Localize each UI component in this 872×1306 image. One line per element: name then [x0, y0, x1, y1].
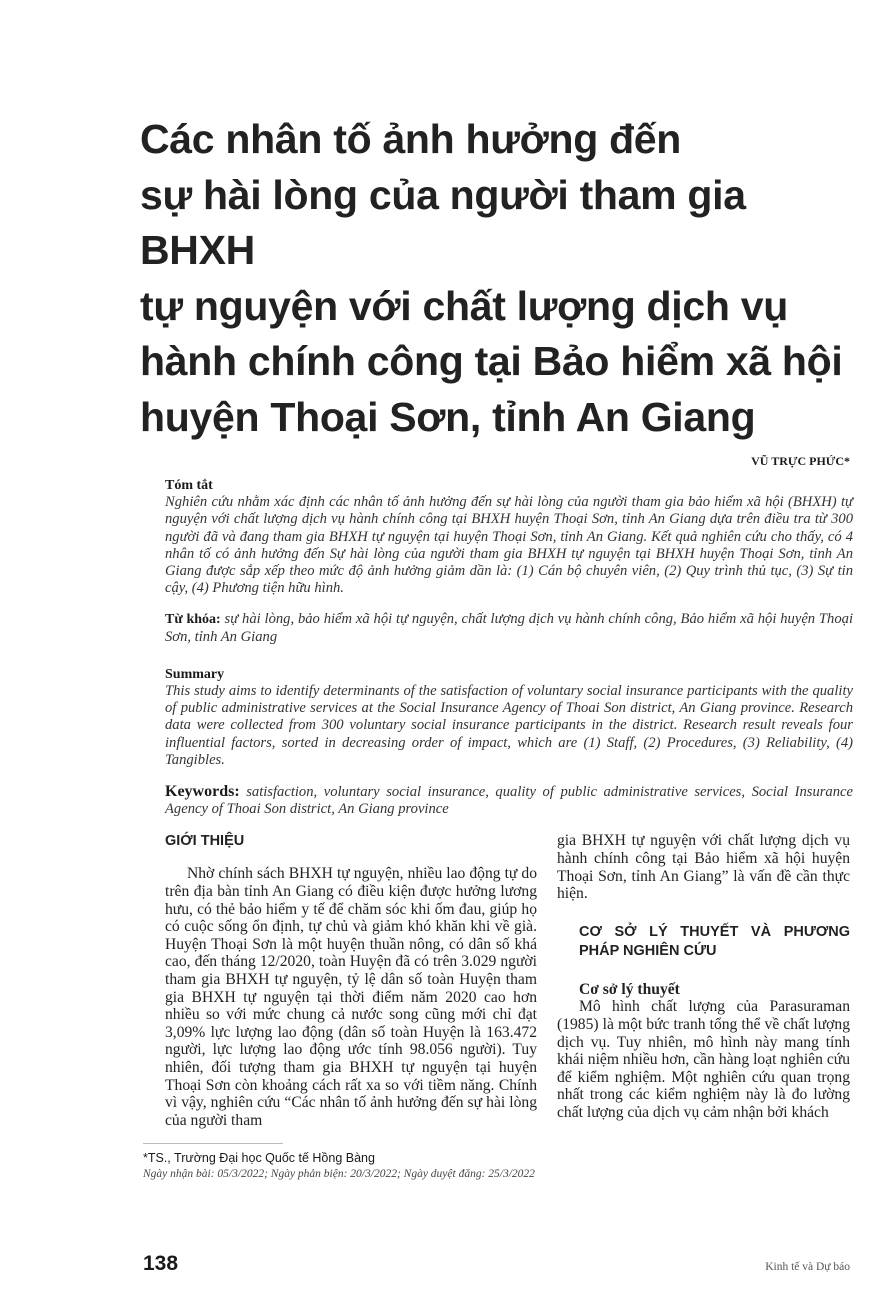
- abstract-vi-text: Nghiên cứu nhằm xác định các nhân tố ảnh hưởng đến sự hài lòng của người tham gia bảo hiểm xã hội (BHXH) tự nguyện với chất lượng dịch vụ hành chính công tại BHXH huyện Thoại Sơn, tỉnh An Giang dựa trên điều tra từ 300 người đã và đang tham gia BHXH tự nguyện tại huyện Thoại Sơn, tỉnh An Giang. Kết quả nghiên cứu cho thấy, có 4 nhân tố có ảnh hưởng đến Sự hài lòng của người tham gia BHXH tự nguyện tại BHXH huyện Thoại Sơn, tỉnh An Giang được sắp xếp theo mức độ ảnh hưởng giảm dần là: (1) Cán bộ chuyên viên, (2) Quy trình thủ tục, (3) Sự tin cậy, (4) Phương tiện hữu hình.: [165, 494, 853, 597]
- title-line: Các nhân tố ảnh hưởng đến: [140, 116, 682, 162]
- submission-dates: Ngày nhận bài: 05/3/2022; Ngày phản biện: 20/3/2022; Ngày duyệt đăng: 25/3/2022: [143, 1168, 535, 1181]
- footnote-block: [143, 1143, 850, 1182]
- keywords-en-text: satisfaction, voluntary social insurance, quality of public administrative services, Social Insurance Agency of Thoai Son district, An Giang province: [165, 784, 853, 818]
- title-line: sự hài lòng của người tham gia BHXH: [140, 171, 746, 273]
- intro-paragraph-continued: gia BHXH tự nguyện với chất lượng dịch vụ hành chính công tại Bảo hiểm xã hội huyện Thoại Sơn, tỉnh An Giang” là vấn đề cần thực hiện.: [557, 832, 850, 903]
- article-title: [140, 112, 860, 445]
- left-column: [165, 832, 537, 1129]
- right-column: [557, 832, 850, 1129]
- footnote-divider: [143, 1143, 283, 1144]
- footnote: *TS., Trường Đại học Quốc tế Hồng Bàng: [143, 1151, 375, 1166]
- abstract-en-text: This study aims to identify determinants of the satisfaction of voluntary social insurance participants with the quality of public administrative services at the Social Insurance Agency of Thoai Son district, An Giang province. Research data were collected from 300 voluntary social insurance participants in the district. Research result reveals four influential factors, sorted in decreasing order of impact, which are (1) Staff, (2) Procedures, (3) Reliability, (4) Tangibles.: [165, 683, 853, 768]
- title-line: tự nguyện với chất lượng dịch vụ: [140, 282, 788, 329]
- section-heading-intro: GIỚI THIỆU: [165, 833, 245, 850]
- abstract-en-heading: Summary: [165, 666, 225, 682]
- theory-paragraph: Mô hình chất lượng của Parasuraman (1985) là một bức tranh tổng thể về chất lượng dịch vụ. Tuy nhiên, mô hình này mang tính khái niệm nhiều hơn, cần hàng loạt nghiên cứu để kiểm nghiệm. Một nghiên cứu quan trọng nhất trong các kiểm nghiệm này là đo lường chất lượng của dịch vụ cảm nhận bởi khách: [557, 998, 850, 1121]
- title-line: hành chính công tại Bảo hiểm xã hội: [140, 338, 843, 384]
- keywords-vi-label: Từ khóa:: [165, 612, 221, 628]
- abstract-vi-heading: Tóm tắt: [165, 478, 213, 493]
- page-number: 138: [143, 1252, 179, 1275]
- journal-name: Kinh tế và Dự báo: [765, 1261, 850, 1273]
- subheading-theory: Cơ sở lý thuyết: [579, 980, 680, 998]
- body-columns: [165, 832, 850, 1129]
- keywords-vi: [165, 611, 853, 645]
- abstract-vi: [165, 477, 853, 597]
- keywords-en: [165, 783, 853, 818]
- keywords-vi-text: sự hài lòng, bảo hiểm xã hội tự nguyện, chất lượng dịch vụ hành chính công, Bảo hiểm xã hội huyện Thoại Sơn, tỉnh An Giang: [165, 611, 853, 645]
- author: VŨ TRỰC PHỨC*: [751, 454, 850, 468]
- page-footer: [143, 1226, 850, 1276]
- intro-paragraph: Nhờ chính sách BHXH tự nguyện, nhiều lao động tự do trên địa bàn tỉnh An Giang có điều kiện được hưởng lương hưu, có thẻ bảo hiểm y tế để chăm sóc khi ốm đau, giúp họ có cuộc sống ổn định, tự chủ và giảm khó khăn khi về già. Huyện Thoại Sơn là một huyện thuần nông, có dân số khá cao, đến tháng 12/2020, toàn Huyện đã có trên 3.029 người tham gia BHXH tự nguyện, tỷ lệ dân số toàn Huyện tham gia BHXH tự nguyện tại thời điểm năm 2020 cao hơn nhiều so với mức chung cả nước song cũng mới chỉ đạt 3,09% lực lượng lao động (dân số toàn Huyện là 163.472 người, lực lượng lao động ước tính 98.056 người). Tuy nhiên, đối tượng tham gia BHXH tự nguyện tại huyện Thoại Sơn còn khoảng cách rất xa so với tiềm năng. Chính vì vậy, nghiên cứu “Các nhân tố ảnh hưởng đến sự hài lòng của người tham: [165, 865, 537, 1129]
- abstract-en: [165, 666, 853, 769]
- section-heading-theory: CƠ SỞ LÝ THUYẾT VÀ PHƯƠNG PHÁP NGHIÊN CỨU: [579, 923, 850, 959]
- title-line: huyện Thoại Sơn, tỉnh An Giang: [140, 393, 756, 440]
- keywords-en-label: Keywords:: [165, 783, 240, 801]
